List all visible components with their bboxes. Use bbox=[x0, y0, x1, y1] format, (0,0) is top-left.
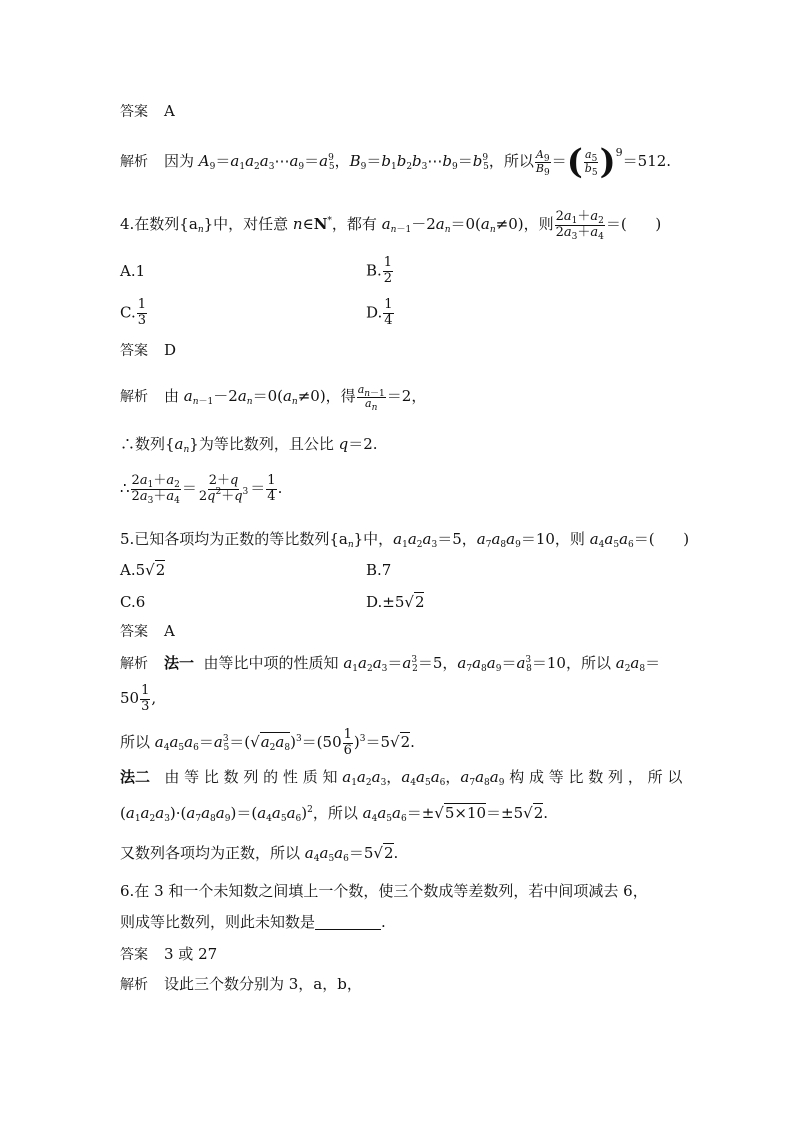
q5-answer-value: A bbox=[164, 622, 175, 640]
q6-stem-line-2: 则成等比数列，则此未知数是 . bbox=[120, 913, 386, 931]
q4-option-d: D. $\frac{1}{4}$ bbox=[366, 297, 393, 328]
q5-analysis-line-5: $(a_1a_2a_3)\cdot(a_7a_8a_9)=(a_4a_5a_6)^2$，所以 $a_4a_5a_6=\pm√5\times 10=\pm 5√2$. bbox=[120, 804, 549, 824]
q4-option-c: C. $\frac{1}{3}$ bbox=[120, 297, 146, 328]
q5-analysis-line-2: 50 $\frac{1}{3}$ , bbox=[120, 683, 157, 714]
q4-option-b: B. $\frac{1}{2}$ bbox=[366, 255, 393, 286]
q5-answer-line bbox=[120, 624, 175, 639]
answer-label: 答案 bbox=[120, 624, 148, 640]
analysis-label: 解析 bbox=[120, 154, 148, 170]
q6-analysis-line bbox=[120, 977, 362, 992]
analysis-label: 解析 bbox=[120, 977, 148, 993]
answer-blank bbox=[315, 915, 381, 930]
q4-answer-value: D bbox=[164, 341, 177, 359]
q4-answer-line bbox=[120, 343, 176, 358]
q4-analysis-line-2: ∴数列$\{a_n\}$为等比数列，且公比 q＝2. bbox=[120, 435, 378, 455]
q4-analysis-line-3: ∴ $\frac{2a_1+a_2}{2a_3+a_4}$ ＝ $\frac{2+q}{2q^2+q^3}$ ＝ $\frac{1}{4}$ . bbox=[120, 473, 283, 506]
analysis-label: 解析 bbox=[120, 389, 148, 406]
q4-analysis-line-1: 解析 由 $a_{n-1}-2a_n=0(a_n\ne 0)$，得 $\frac{a_{n-1}}{a_n}$ ＝2， bbox=[120, 383, 427, 413]
q5-analysis-line-1: 解析 法一 由等比中项的性质知 $a_1a_2a_3=a^3_2=5$，$a_7a_8a_9=a^3_8=10$，所以 $a_2a_8=$ bbox=[120, 654, 661, 674]
q5-option-c: C.6 bbox=[120, 593, 146, 611]
method-1-label: 法一 bbox=[164, 654, 195, 672]
q4-stem bbox=[120, 210, 661, 241]
q5-stem: 5.已知各项均为正数的等比数列$\{a_n\}$中，$a_1a_2a_3=5$，$a_7a_8a_9=10$，则 $a_4a_5a_6=$( ) bbox=[120, 530, 690, 550]
q6-stem-line-1: 6.在 3 和一个未知数之间填上一个数，使三个数成等差数列，若中间项减去 6， bbox=[120, 882, 648, 900]
q5-option-b: B.7 bbox=[366, 561, 392, 579]
q6-analysis-text: 设此三个数分别为 3，a，b， bbox=[164, 975, 362, 993]
q6-answer-value: 3 或 27 bbox=[164, 945, 218, 963]
q6-answer-line bbox=[120, 947, 217, 962]
q5-analysis-line-6: 又数列各项均为正数，所以 $a_4a_5a_6=5√2$. bbox=[120, 844, 399, 864]
q5-analysis-line-4: 法二 由 等 比 数 列 的 性 质 知 $a_1a_2a_3$，$a_4a_5a_6$，$a_7a_8a_9$ 构 成 等 比 数 列 ， 所 以 bbox=[120, 768, 683, 788]
q3-answer-value: A bbox=[164, 102, 175, 120]
q3-answer-line bbox=[120, 104, 175, 119]
q4-option-a: A.1 bbox=[120, 262, 146, 280]
answer-label: 答案 bbox=[120, 947, 148, 963]
answer-label: 答案 bbox=[120, 343, 148, 359]
q5-option-d: D.±5√2 bbox=[366, 593, 425, 611]
q5-analysis-line-3: 所以 $a_4a_5a_6=a^3_5=(√a_2a_8)^3=(50$ $\frac{1}{6}$ )$^3$＝5√2. bbox=[120, 727, 415, 758]
q4-stem-text: 4.在数列$\{a_n\}$中，对任意 n∈N*，都有 $a_{n-1}-2a_n=0(a_n\ne 0)$，则 $\frac{2a_1+a_2}{2a_3+a_4}$ ＝( ) bbox=[120, 209, 662, 242]
answer-label: 答案 bbox=[120, 104, 148, 120]
q5-option-a: A.5√2 bbox=[120, 561, 166, 579]
q3-analysis-text: 因为 $A_9=a_1a_2a_3\cdots a_9=a^9_5$，$B_9=b_1b_2b_3\cdots b_9=b^9_5$，所以 $\frac{A_9}{B_9}$ ＝ ( $\frac{a_5}{b_5}$ ) $^9$＝512. bbox=[164, 142, 672, 182]
q3-analysis-line bbox=[120, 142, 672, 182]
method-2-label: 法二 bbox=[120, 768, 151, 786]
analysis-label: 解析 bbox=[120, 656, 148, 672]
